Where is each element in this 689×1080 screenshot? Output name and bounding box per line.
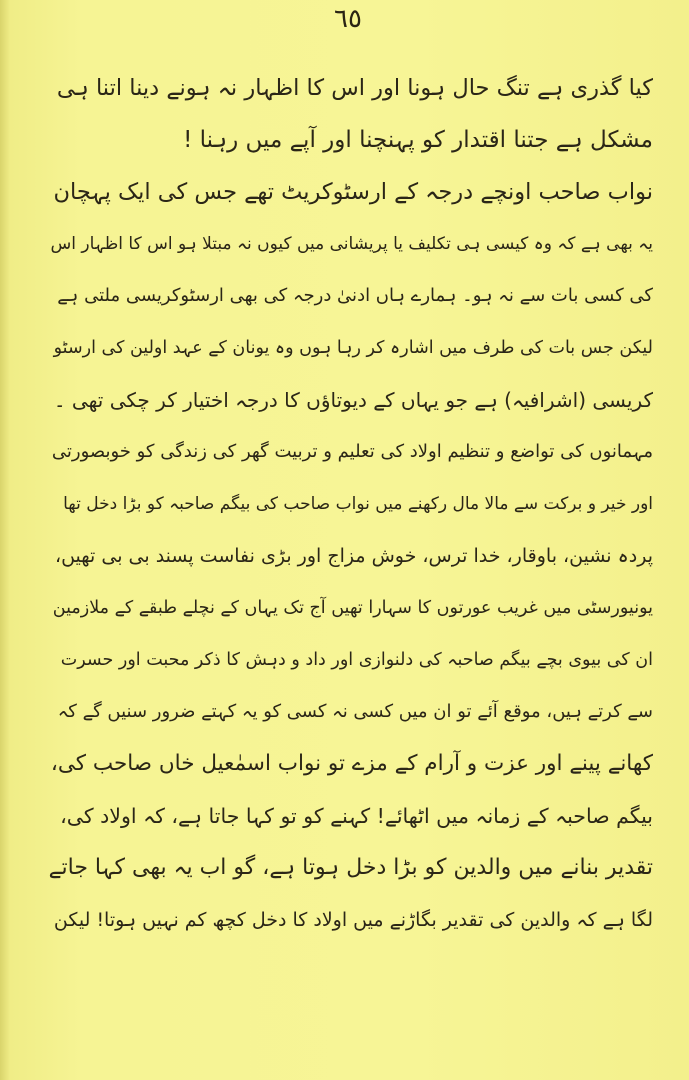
- text-line-2: مشکل ہے جتنا اقتدار کو پہنچنا اور آپے میں رہنا !: [183, 127, 653, 153]
- text-line-17: لگا ہے کہ والدین کی تقدیر بگاڑنے میں اولاد کا دخل کچھ کم نہیں ہوتا! لیکن: [53, 909, 653, 931]
- page-edge-shadow: [0, 0, 10, 1080]
- text-line-12: ان کی بیوی بچے بیگم صاحبہ کی دلنوازی اور داد و دہش کا ذکر محبت اور حسرت: [60, 650, 653, 670]
- text-line-3: نواب صاحب اونچے درجہ کے ارسٹوکریٹ تھے جس کی ایک پہچان: [53, 179, 653, 205]
- text-line-16: تقدیر بنانے میں والدین کو بڑا دخل ہوتا ہے، گو اب یہ بھی کہا جاتے: [48, 855, 653, 880]
- page-number: ٦٥: [334, 4, 362, 34]
- text-line-4: یہ بھی ہے کہ وہ کیسی ہی تکلیف یا پریشانی میں کیوں نہ مبتلا ہو اس کا اظہار اس: [50, 234, 653, 254]
- text-line-1: کیا گذری ہے تنگ حال ہونا اور اس کا اظہار نہ ہونے دینا اتنا ہی: [56, 75, 653, 101]
- text-line-13: سے کرتے ہیں، موقع آئے تو ان میں کسی نہ کسی کو یہ کہتے ضرور سنیں گے کہ: [57, 701, 653, 722]
- text-line-9: اور خیر و برکت سے مالا مال رکھنے میں نواب صاحب کی بیگم صاحبہ کو بڑا دخل تھا: [63, 494, 653, 514]
- text-line-5: کی کسی بات سے نہ ہو۔ ہمارے ہاں ادنیٰ درجہ کی بھی ارسٹوکریسی ملتی ہے: [57, 285, 653, 306]
- urdu-text-block: [48, 62, 653, 946]
- text-line-14: کھانے پینے اور عزت و آرام کے مزے تو نواب اسمٰعیل خاں صاحب کی،: [50, 751, 653, 776]
- text-line-10: پردہ نشین، باوقار، خدا ترس، خوش مزاج اور بڑی نفاست پسند بی بی تھیں،: [54, 545, 653, 567]
- text-line-11: یونیورسٹی میں غریب عورتوں کا سہارا تھیں آج تک یہاں کے نچلے طبقے کے ملازمین: [52, 598, 653, 618]
- text-line-6: لیکن جس بات کی طرف میں اشارہ کر رہا ہوں وہ یونان کے عہد اولین کی ارسٹو: [53, 338, 653, 358]
- text-line-15: بیگم صاحبہ کے زمانہ میں اٹھائے! کہنے کو تو کہا جاتا ہے، کہ اولاد کی،: [60, 804, 653, 828]
- text-line-7: کریسی (اشرافیہ) ہے جو یہاں کے دیوتاؤں کا درجہ اختیار کر چکی تھی ۔: [53, 388, 653, 412]
- text-line-8: مہمانوں کی تواضع و تنظیم اولاد کی تعلیم و تربیت گھر کی زندگی کو خوبصورتی: [51, 441, 653, 462]
